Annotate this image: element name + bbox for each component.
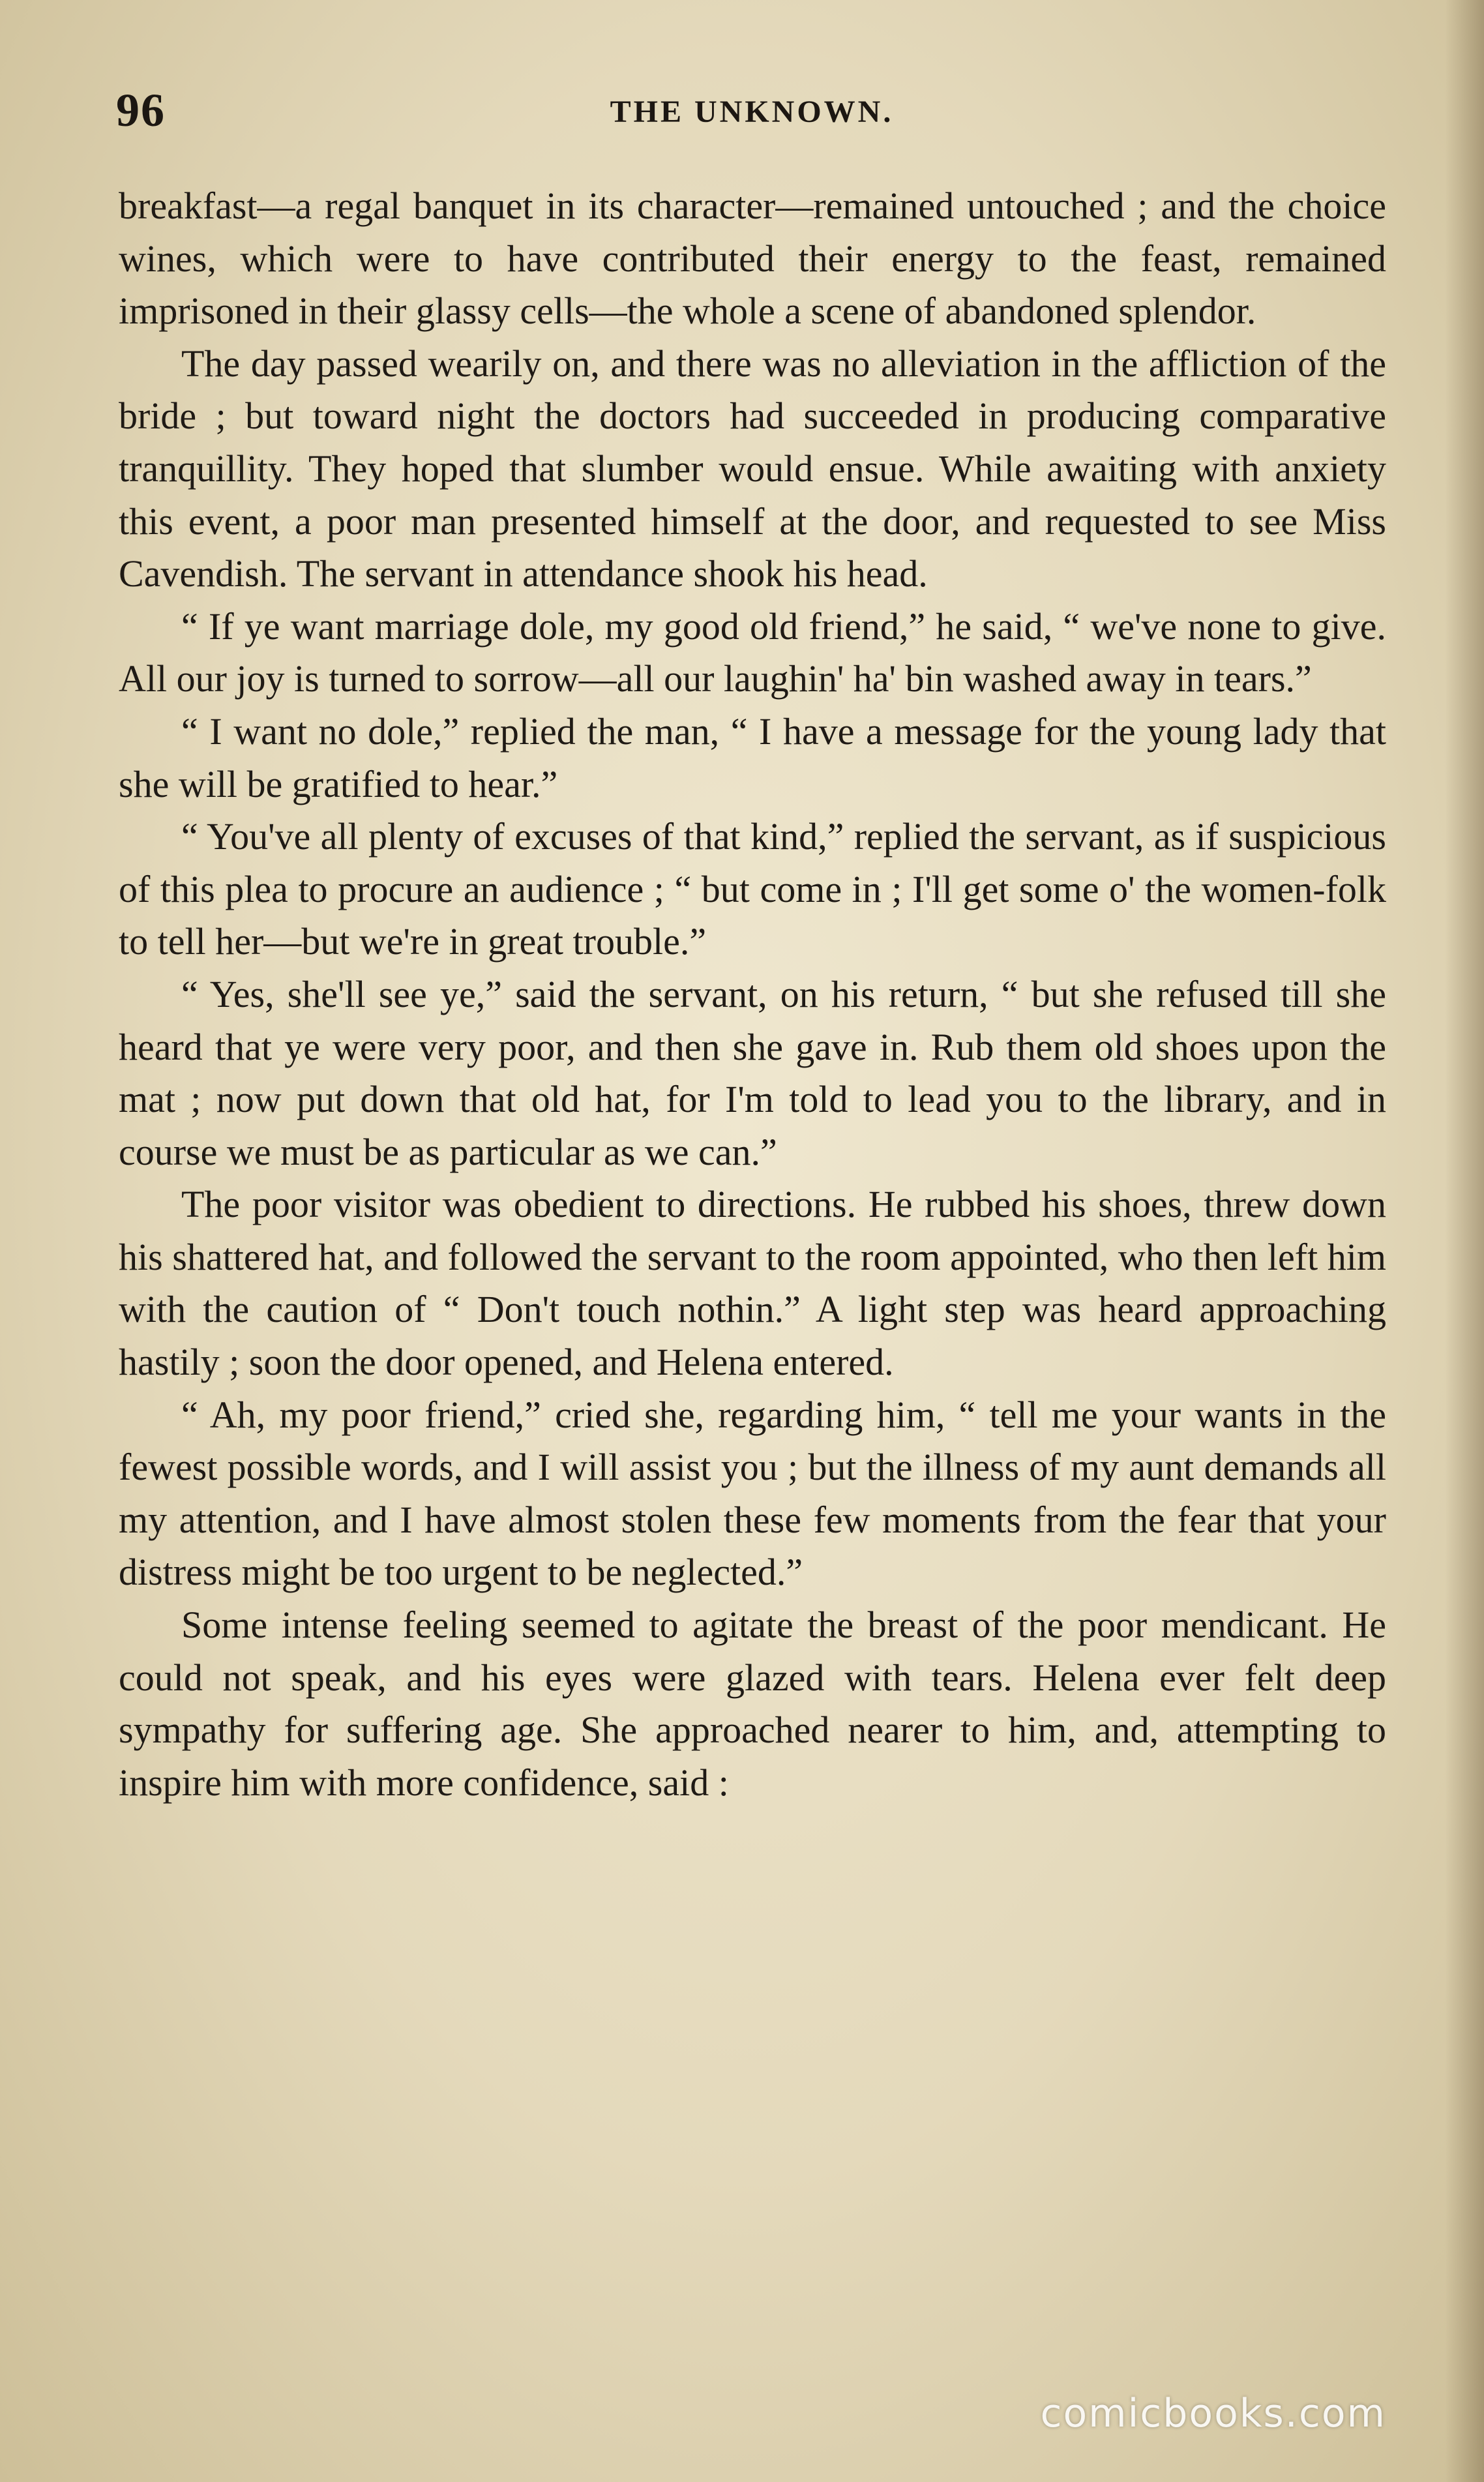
- paragraph: “ Ah, my poor friend,” cried she, regarding him, “ tell me your wants in the fewest possible words, and I will assist you ; but the illness of my aunt demands all my attention, and I have almost stolen these few moments from the fear that your distress might be too urgent to be neglected.”: [119, 1393, 1386, 1594]
- paragraph: “ If ye want marriage dole, my good old friend,” he said, “ we've none to give. All our joy is turned to sorrow—all our laughin' ha' bin washed away in tears.”: [119, 605, 1386, 700]
- page-edge-shadow: [1445, 0, 1484, 2482]
- page-header: [116, 83, 1388, 142]
- page-number: 96: [116, 84, 166, 136]
- paragraph: “ I want no dole,” replied the man, “ I have a message for the young lady that she will be gratified to hear.”: [119, 710, 1386, 805]
- paragraph: The day passed wearily on, and there was no alleviation in the affliction of the bride ; but toward night the doctors had succeeded in producing comparative tranquillity. They hoped that slumber would ensue. While awaiting with anxiety this event, a poor man presented himself at the door, and requested to see Miss Cavendish. The servant in attendance shook his head.: [119, 342, 1386, 595]
- watermark: comicbooks.com: [1040, 2391, 1386, 2436]
- paragraph: “ Yes, she'll see ye,” said the servant, on his return, “ but she refused till she heard that ye were very poor, and then she gave in. Rub them old shoes upon the mat ; now put down that old hat, for I'm told to lead you to the library, and in course we must be as particular as we can.”: [119, 972, 1386, 1173]
- running-title: THE UNKNOWN.: [610, 95, 894, 129]
- paragraph: Some intense feeling seemed to agitate the breast of the poor mendicant. He could not speak, and his eyes were glazed with tears. Helena ever felt deep sympathy for suffering age. She approached nearer to him, and, attempting to inspire him with more confidence, said :: [119, 1604, 1386, 1804]
- paragraph: The poor visitor was obedient to directions. He rubbed his shoes, threw down his shattered hat, and followed the servant to the room appointed, who then left him with the caution of “ Don't touch nothin.” A light step was heard approaching hastily ; soon the door opened, and Helena entered.: [119, 1183, 1386, 1384]
- paragraph: breakfast—a regal banquet in its character—remained untouched ; and the choice wines, which were to have contributed their energy to the feast, remained imprisoned in their glassy cells—the whole a scene of abandoned splendor.: [119, 185, 1386, 333]
- paragraph: “ You've all plenty of excuses of that kind,” replied the servant, as if suspicious of this plea to procure an audience ; “ but come in ; I'll get some o' the women-folk to tell her—but we're in great trouble.”: [119, 815, 1386, 963]
- body-text: [119, 180, 1386, 1809]
